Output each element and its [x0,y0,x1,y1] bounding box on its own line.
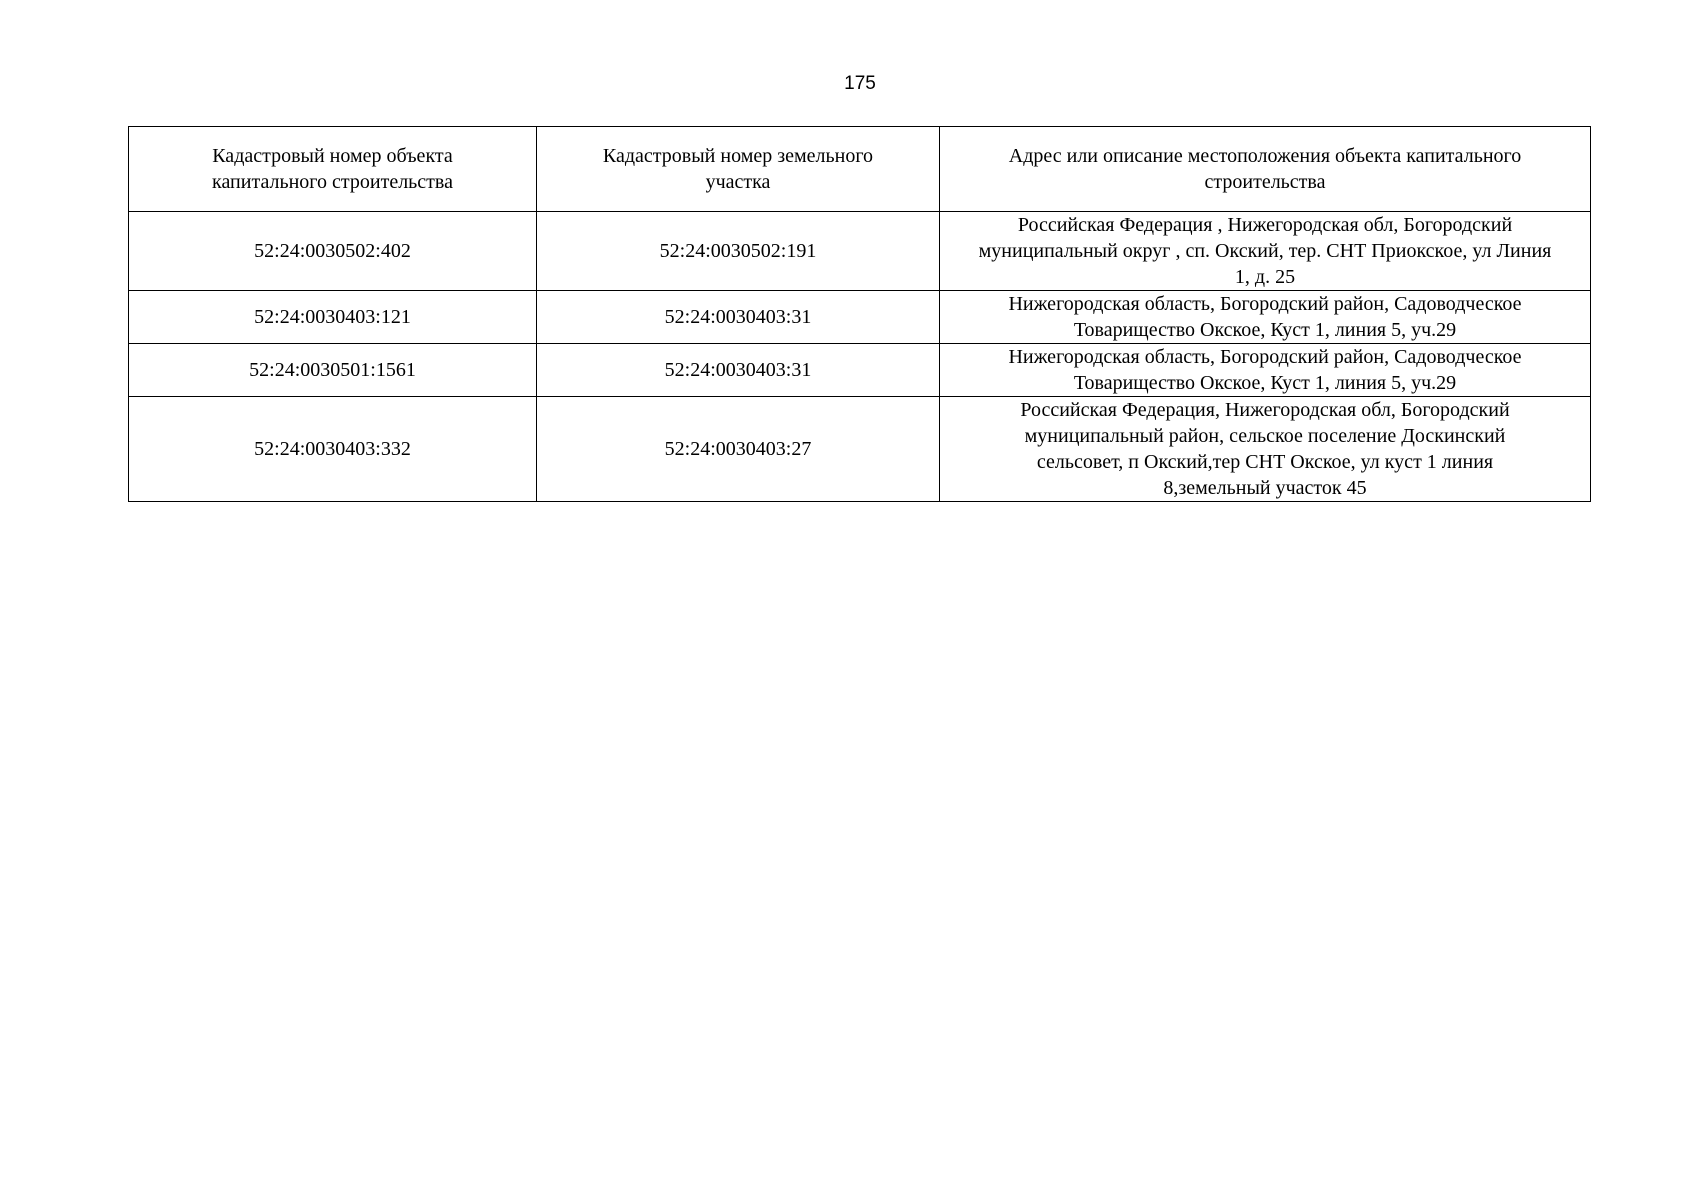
building-cadastral-number: 52:24:0030502:402 [129,212,537,291]
page-number: 175 [844,73,876,94]
land-cadastral-number: 52:24:0030403:31 [537,344,940,397]
table-row [129,344,1591,397]
address-cell: Российская Федерация , Нижегородская обл, Богородский муниципальный округ , сп. Окский, тер. СНТ Приокское, ул Линия 1, д. 25 [940,212,1591,291]
land-cadastral-number: 52:24:0030403:31 [537,291,940,344]
table-header-row [129,127,1591,212]
header-address: Адрес или описание местоположения объекта капитального строительства [940,127,1591,212]
address-cell: Российская Федерация, Нижегородская обл, Богородский муниципальный район, сельское поселение Доскинский сельсовет, п Окский,тер СНТ Окское, ул куст 1 линия 8,земельный участок 45 [940,397,1591,502]
building-cadastral-number: 52:24:0030403:121 [129,291,537,344]
address-cell: Нижегородская область, Богородский район, Садоводческое Товарищество Окское, Куст 1, линия 5, уч.29 [940,291,1591,344]
table-row [129,397,1591,502]
table-row [129,212,1591,291]
building-cadastral-number: 52:24:0030501:1561 [129,344,537,397]
land-cadastral-number: 52:24:0030403:27 [537,397,940,502]
cadastral-table [128,126,1591,502]
table-row [129,291,1591,344]
header-land-cadastral-number: Кадастровый номер земельного участка [537,127,940,212]
land-cadastral-number: 52:24:0030502:191 [537,212,940,291]
address-cell: Нижегородская область, Богородский район, Садоводческое Товарищество Окское, Куст 1, линия 5, уч.29 [940,344,1591,397]
building-cadastral-number: 52:24:0030403:332 [129,397,537,502]
header-building-cadastral-number: Кадастровый номер объекта капитального строительства [129,127,537,212]
